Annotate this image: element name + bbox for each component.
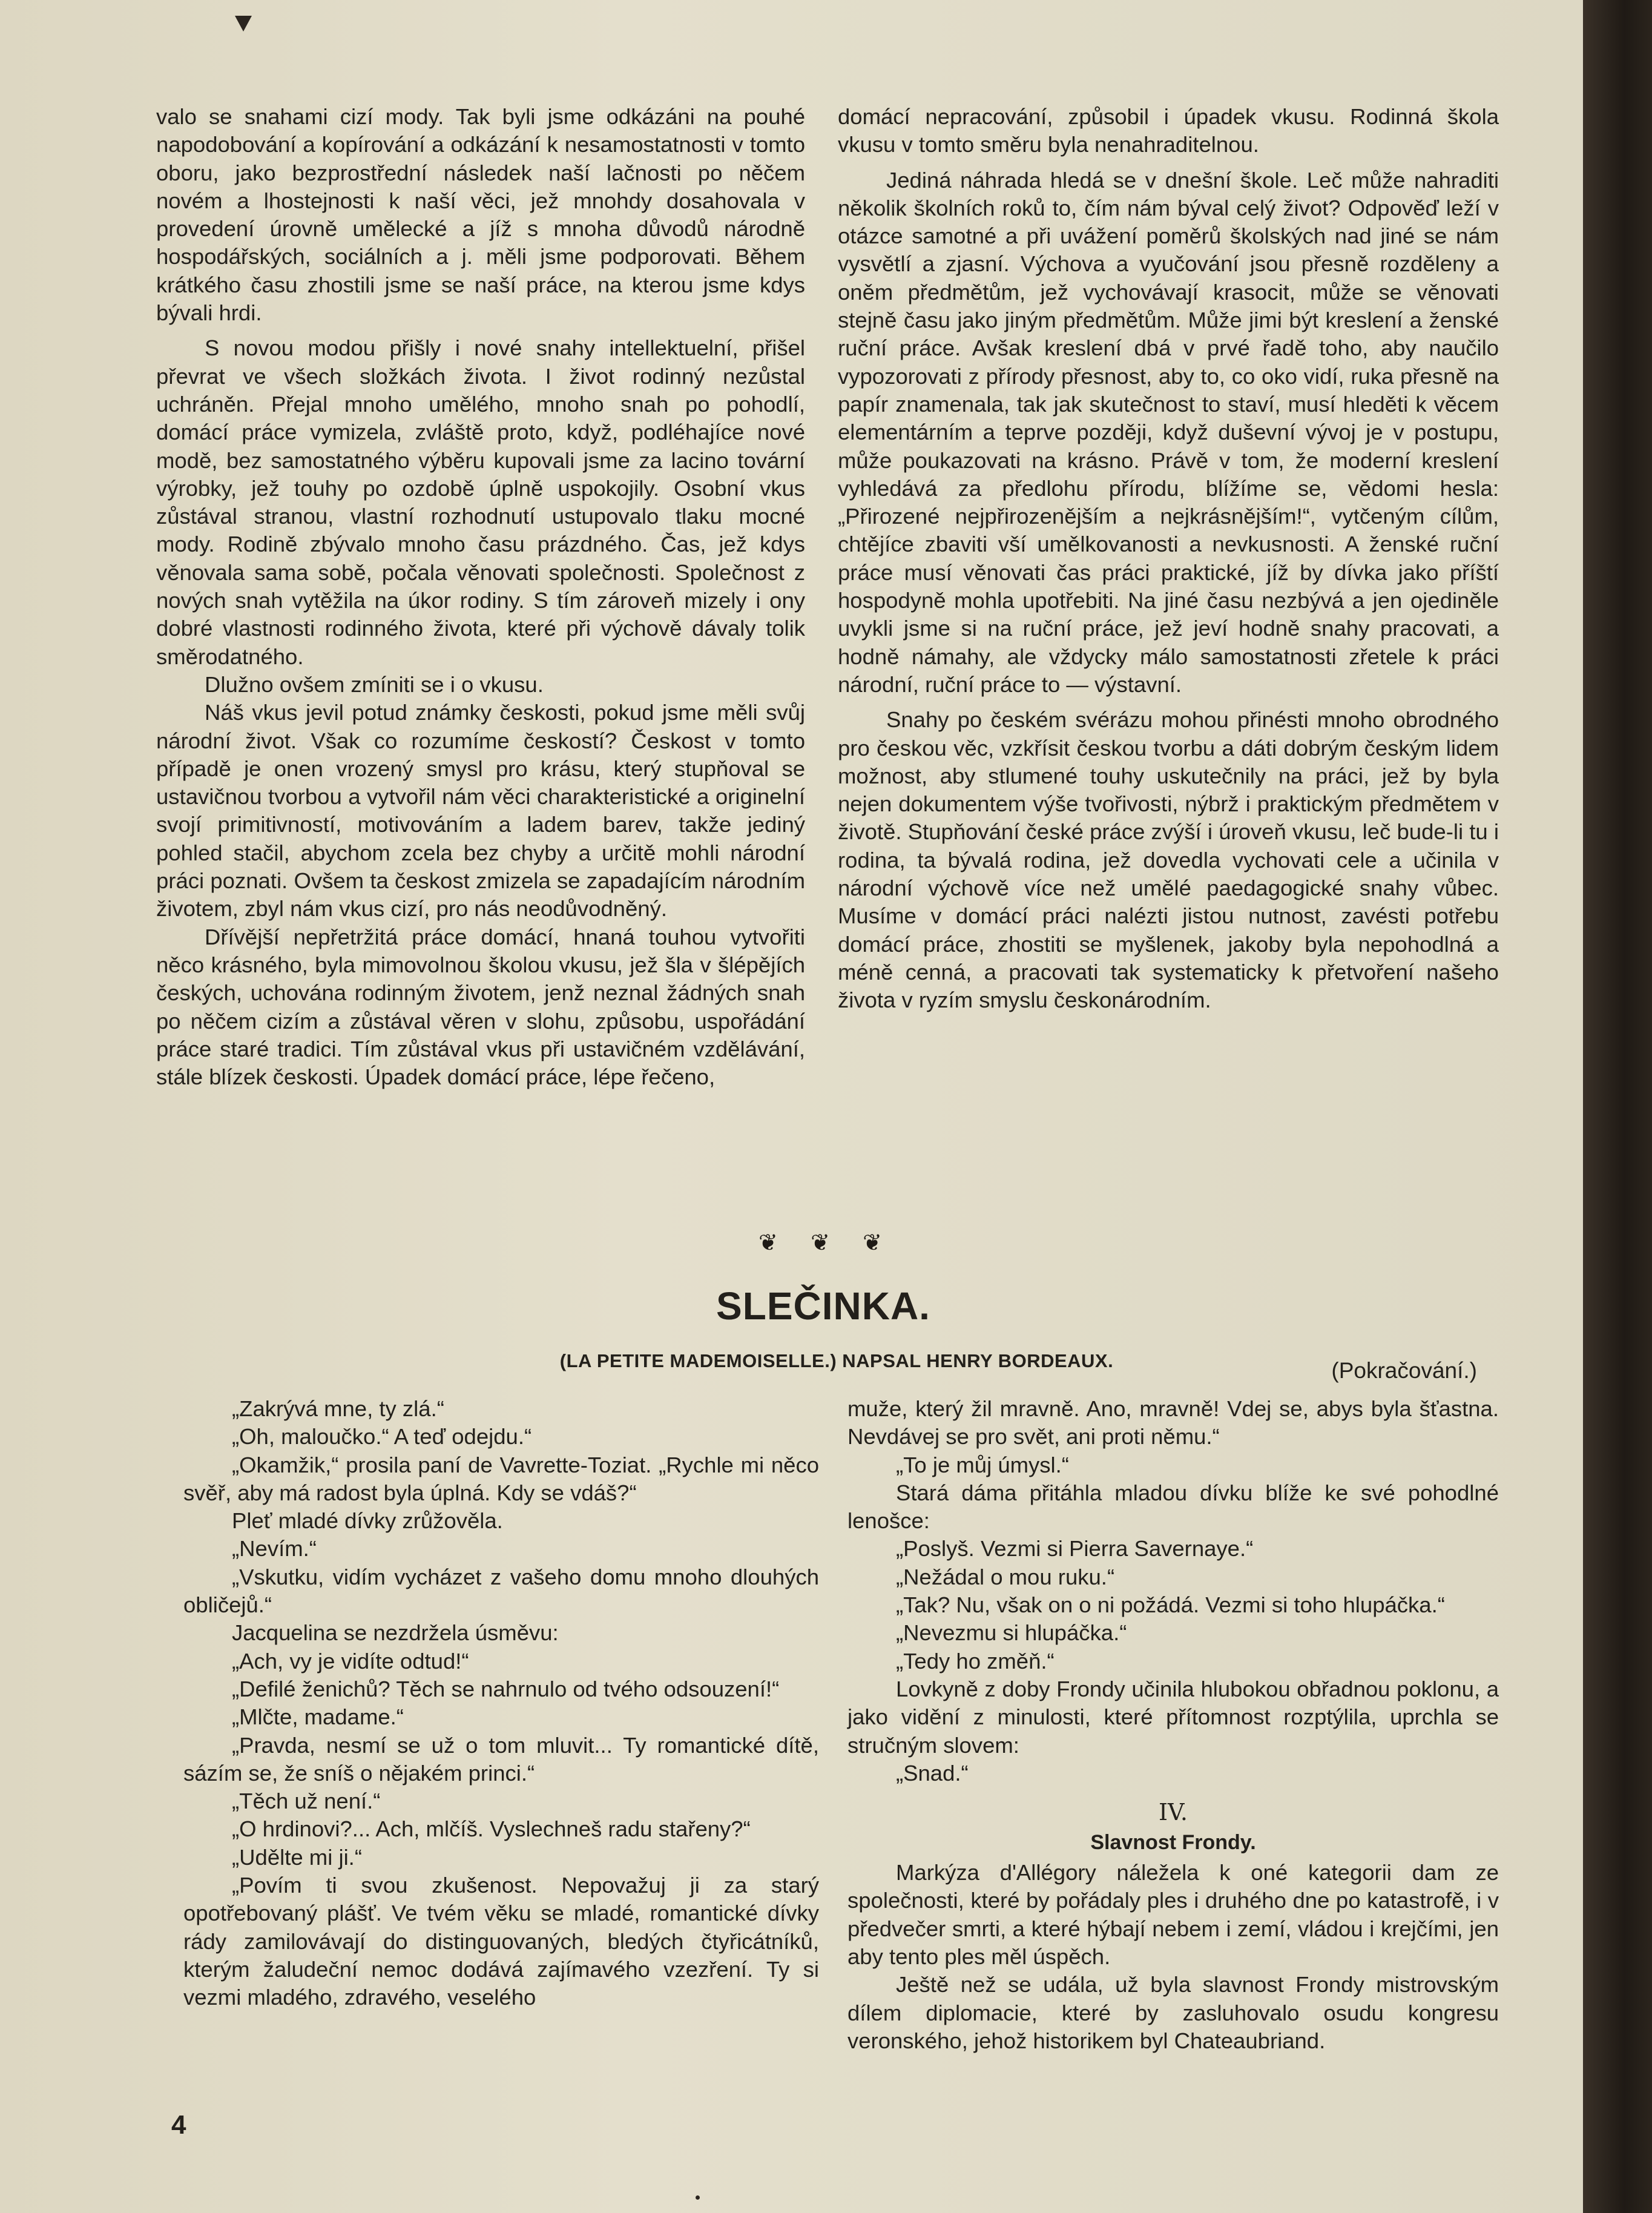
ornament-leaf-icon: ❦ [759, 1229, 778, 1256]
chapter-title: Slavnost Frondy. [1090, 1831, 1256, 1855]
paragraph: „Udělte mi ji.“ [232, 1844, 362, 1870]
section-ornament [759, 1230, 882, 1255]
paragraph: „Vskutku, vidím vycházet z vašeho domu mnoho dlouhých obličejů.“ [183, 1564, 819, 1618]
paragraph: Jediná náhrada hledá se v dnešní škole. Leč může nahraditi několik školních roků to, čím nám býval celý život? Odpověď leží v otázce samotné a při uvážení poměrů školských nad jiné se nám vysvětlí a zjasní. Výchova a vyučování jsou přesně rozděleny a oněm předmětům, jež vychovávají krasocit, může se věnovati stejně času jako jiným předmětům. Může jimi být kreslení a ženské ruční práce. Avšak kreslení dbá v prvé řadě toho, aby naučilo vypozorovati z přírody přesnost, aby to, co oko vidí, ruka přesně na papír znamenala, tak jak skutečnost to staví, musí hleděti k věcem elementárním a teprve později, když duševní vývoj je v postupu, může poukazovati na krásno. Právě v tom, že moderní kreslení vyhledává za předlohu přírodu, blížíme se, vědomi hesla: „Přirozené nejpřirozenějším a nejkrásnějším!“, vytčeným cílům, chtějíce zbaviti vší umělkovanosti a nevkusnosti. A ženské ruční práce musí věnovati čas práci praktické, jíž by dívka jako příští hospodyně mohla upotřebiti. Na jiné času nezbývá a jen ojediněle uvykli jsme si na ruční práce, jež jeví hodně snahy pracovati, a hodně námahy, ale vždycky málo samostatnosti zřetele k práci národní, ruční práce to — výstavní. [838, 167, 1499, 697]
ornament-leaf-icon: ❦ [863, 1229, 882, 1256]
paragraph: „Povím ti svou zkušenost. Nepovažuj ji za starý opotřebovaný plášť. Ve tvém věku se mladé, romantické dívky rády zamilovávají do distinguovaných, bledých čtyřicátníků, kterým žaludeční nemoc dodává zajímavého vzezření. Ty si vezmi mladého, zdravého, veselého [183, 1873, 819, 2010]
paragraph: „Poslyš. Vezmi si Pierra Savernaye.“ [896, 1536, 1254, 1562]
paragraph: „Nevezmu si hlupáčka.“ [896, 1620, 1127, 1646]
paragraph: „Pravda, nesmí se už o tom mluvit... Ty romantické dítě, sázím se, že sníš o nějakém princi.“ [183, 1732, 819, 1786]
paragraph: Náš vkus jevil potud známky českosti, pokud jsme měli svůj národní život. Však co rozumíme českostí? Českost v tomto případě je onen vrozený smysl pro krásu, který stupňoval se ustavičnou tvorbou a vytvořil nám věci charakteristické a originelní svojí primitivností, motivováním a ladem barev, takže jediný pohled stačil, abychom zcela bez chyby a určitě mohli národní práci poznati. Ovšem ta českost zmizela se zapadajícím národním životem, zbyl nám vkus cizí, pro nás neodůvodněný. [156, 700, 805, 922]
paragraph: „Tedy ho změň.“ [896, 1648, 1055, 1674]
article1-left-column [156, 103, 805, 1091]
print-dot [696, 2195, 700, 2200]
paragraph: Markýza d'Allégory náležela k oné kategorii dam ze společnosti, které by pořádaly ples i druhého dne po katastrofě, i v předvečer smrti, a které hýbají nebem i zemí, vládou i krejčími, jen aby tento ples měl úspěch. [847, 1860, 1499, 1970]
corner-mark [235, 16, 252, 31]
paragraph: „Ach, vy je vidíte odtud!“ [232, 1648, 469, 1674]
paragraph: „Snad.“ [896, 1760, 969, 1786]
paragraph: „Oh, maloučko.“ A teď odejdu.“ [232, 1424, 532, 1449]
page-number: 4 [171, 2110, 186, 2140]
paragraph: Lovkyně z doby Frondy učinila hlubokou obřadnou poklonu, a jako vidění z minulosti, které přítomnost rozptýlila, uprchla se stručným slovem: [847, 1676, 1499, 1758]
article1-right-column [838, 103, 1499, 1015]
paragraph: domácí nepracování, způsobil i úpadek vkusu. Rodinná škola vkusu v tomto směru byla nenahraditelnou. [838, 104, 1499, 157]
paragraph: Snahy po českém svérázu mohou přinésti mnoho obrodného pro českou věc, vzkřísit českou tvorbu a dáti dobrým českým lidem možnost, aby stlumené touhy uskutečnily na práci, jež by byla nejen dokumentem výše tvořivosti, nýbrž i praktickým předmětem v životě. Stupňování české práce zvýší i úroveň vkusu, leč bude-li tu i rodina, ta bývalá rodina, jež dovedla vychovati cele a učinila v národní výchově více než umělé paedagogické snahy vůbec. Musíme v domácí práci nalézti jistou nutnost, zavésti potřebu domácí práce, zhostiti se myšlenek, jakoby byla nepohodlná a méně cenná, a pracovati tak systematicky k přetvoření našeho života v ryzím smyslu českonárodním. [838, 707, 1499, 1013]
page-edge-shadow [1583, 0, 1652, 2213]
paragraph: „To je můj úmysl.“ [896, 1452, 1069, 1477]
paragraph: „Zakrývá mne, ty zlá.“ [232, 1396, 444, 1421]
paragraph: Ještě než se udála, už byla slavnost Frondy mistrovským dílem diplomacie, které by zasluhovalo osudu kongresu veronského, jehož historikem byl Chateaubriand. [847, 1972, 1499, 2053]
paragraph: „O hrdinovi?... Ach, mlčíš. Vyslechneš radu stařeny?“ [232, 1816, 751, 1842]
paragraph: Stará dáma přitáhla mladou dívku blíže ke své pohodlné lenošce: [847, 1480, 1499, 1534]
article2-left-column [183, 1395, 819, 2012]
paragraph: „Okamžik,“ prosila paní de Vavrette-Toziat. „Rychle mi něco svěř, aby má radost byla úplná. Kdy se vdáš?“ [183, 1452, 819, 1505]
article-subtitle: (LA PETITE MADEMOISELLE.) NAPSAL HENRY BORDEAUX. [559, 1350, 1114, 1371]
paragraph: muže, který žil mravně. Ano, mravně! Vdej se, abys byla šťastna. Nevdávej se pro svět, ani proti němu.“ [847, 1396, 1499, 1449]
article2-right-column [847, 1395, 1499, 2055]
paragraph: Pleť mladé dívky zrůžověla. [232, 1508, 503, 1534]
paragraph: valo se snahami cizí mody. Tak byli jsme odkázáni na pouhé napodobování a kopírování a odkázání k nesamostatnosti v tomto oboru, jako bezprostřední následek naší lačnosti po něčem novém a lhostejnosti k naší věci, jež mnohdy dosahovala v provedení úrovně umělecké a jíž s mnoha důvodů národně hospodářských, sociálních a j. měli jsme podporovati. Během krátkého času zhostili jsme se naší práce, na kterou jsme kdys bývali hrdi. [156, 104, 805, 326]
paragraph: „Nevím.“ [232, 1536, 317, 1562]
paragraph: „Tak? Nu, však on o ni požádá. Vezmi si toho hlupáčka.“ [896, 1592, 1445, 1618]
paragraph: „Nežádal o mou ruku.“ [896, 1564, 1115, 1589]
continuation-note: (Pokračování.) [1331, 1358, 1477, 1383]
chapter-number: IV. [1159, 1799, 1188, 1826]
paragraph: „Mlčte, madame.“ [232, 1704, 404, 1730]
paragraph: Dlužno ovšem zmíniti se i o vkusu. [205, 671, 544, 697]
article-title: SLEČINKA. [716, 1284, 930, 1328]
ornament-leaf-icon: ❦ [811, 1229, 830, 1256]
paragraph: Jacquelina se nezdržela úsměvu: [232, 1620, 559, 1646]
paragraph: „Těch už není.“ [232, 1789, 381, 1814]
paragraph: „Defilé ženichů? Těch se nahrnulo od tvého odsouzení!“ [232, 1676, 780, 1701]
paragraph: Dřívější nepřetržitá práce domácí, hnaná touhou vytvořiti něco krásného, byla mimovolnou školou vkusu, jež šla v šlépějích českých, uchována rodinným životem, jenž neznal žádných snah po něčem cizím a zůstával věren v slohu, způsobu, uspořádání práce staré tradici. Tím zůstával vkus při ustavičném vzdělávání, stále blízek českosti. Úpadek domácí práce, lépe řečeno, [156, 924, 805, 1090]
paragraph: S novou modou přišly i nové snahy intellektuelní, přišel převrat ve všech složkách života. I život rodinný nezůstal uchráněn. Přejal mnoho umělého, mnoho snah po pohodlí, domácí práce vymizela, zvláště proto, když, podléhajíce nové modě, bez samostatného výběru kupovali jsme za lacino tovární výrobky, jež touhy po ozdobě úplně uspokojily. Osobní vkus zůstával stranou, vlastní rozhodnutí ustupovalo tlaku mocné mody. Rodině zbývalo mnoho času prázdného. Čas, jež kdys věnovala sama sobě, počala věnovati společnosti. Společnost z nových snah vytěžila na úkor rodiny. S tím zároveň mizely i ony dobré vlastnosti rodinného života, které při výchově dávaly tolik směrodatného. [156, 335, 805, 669]
